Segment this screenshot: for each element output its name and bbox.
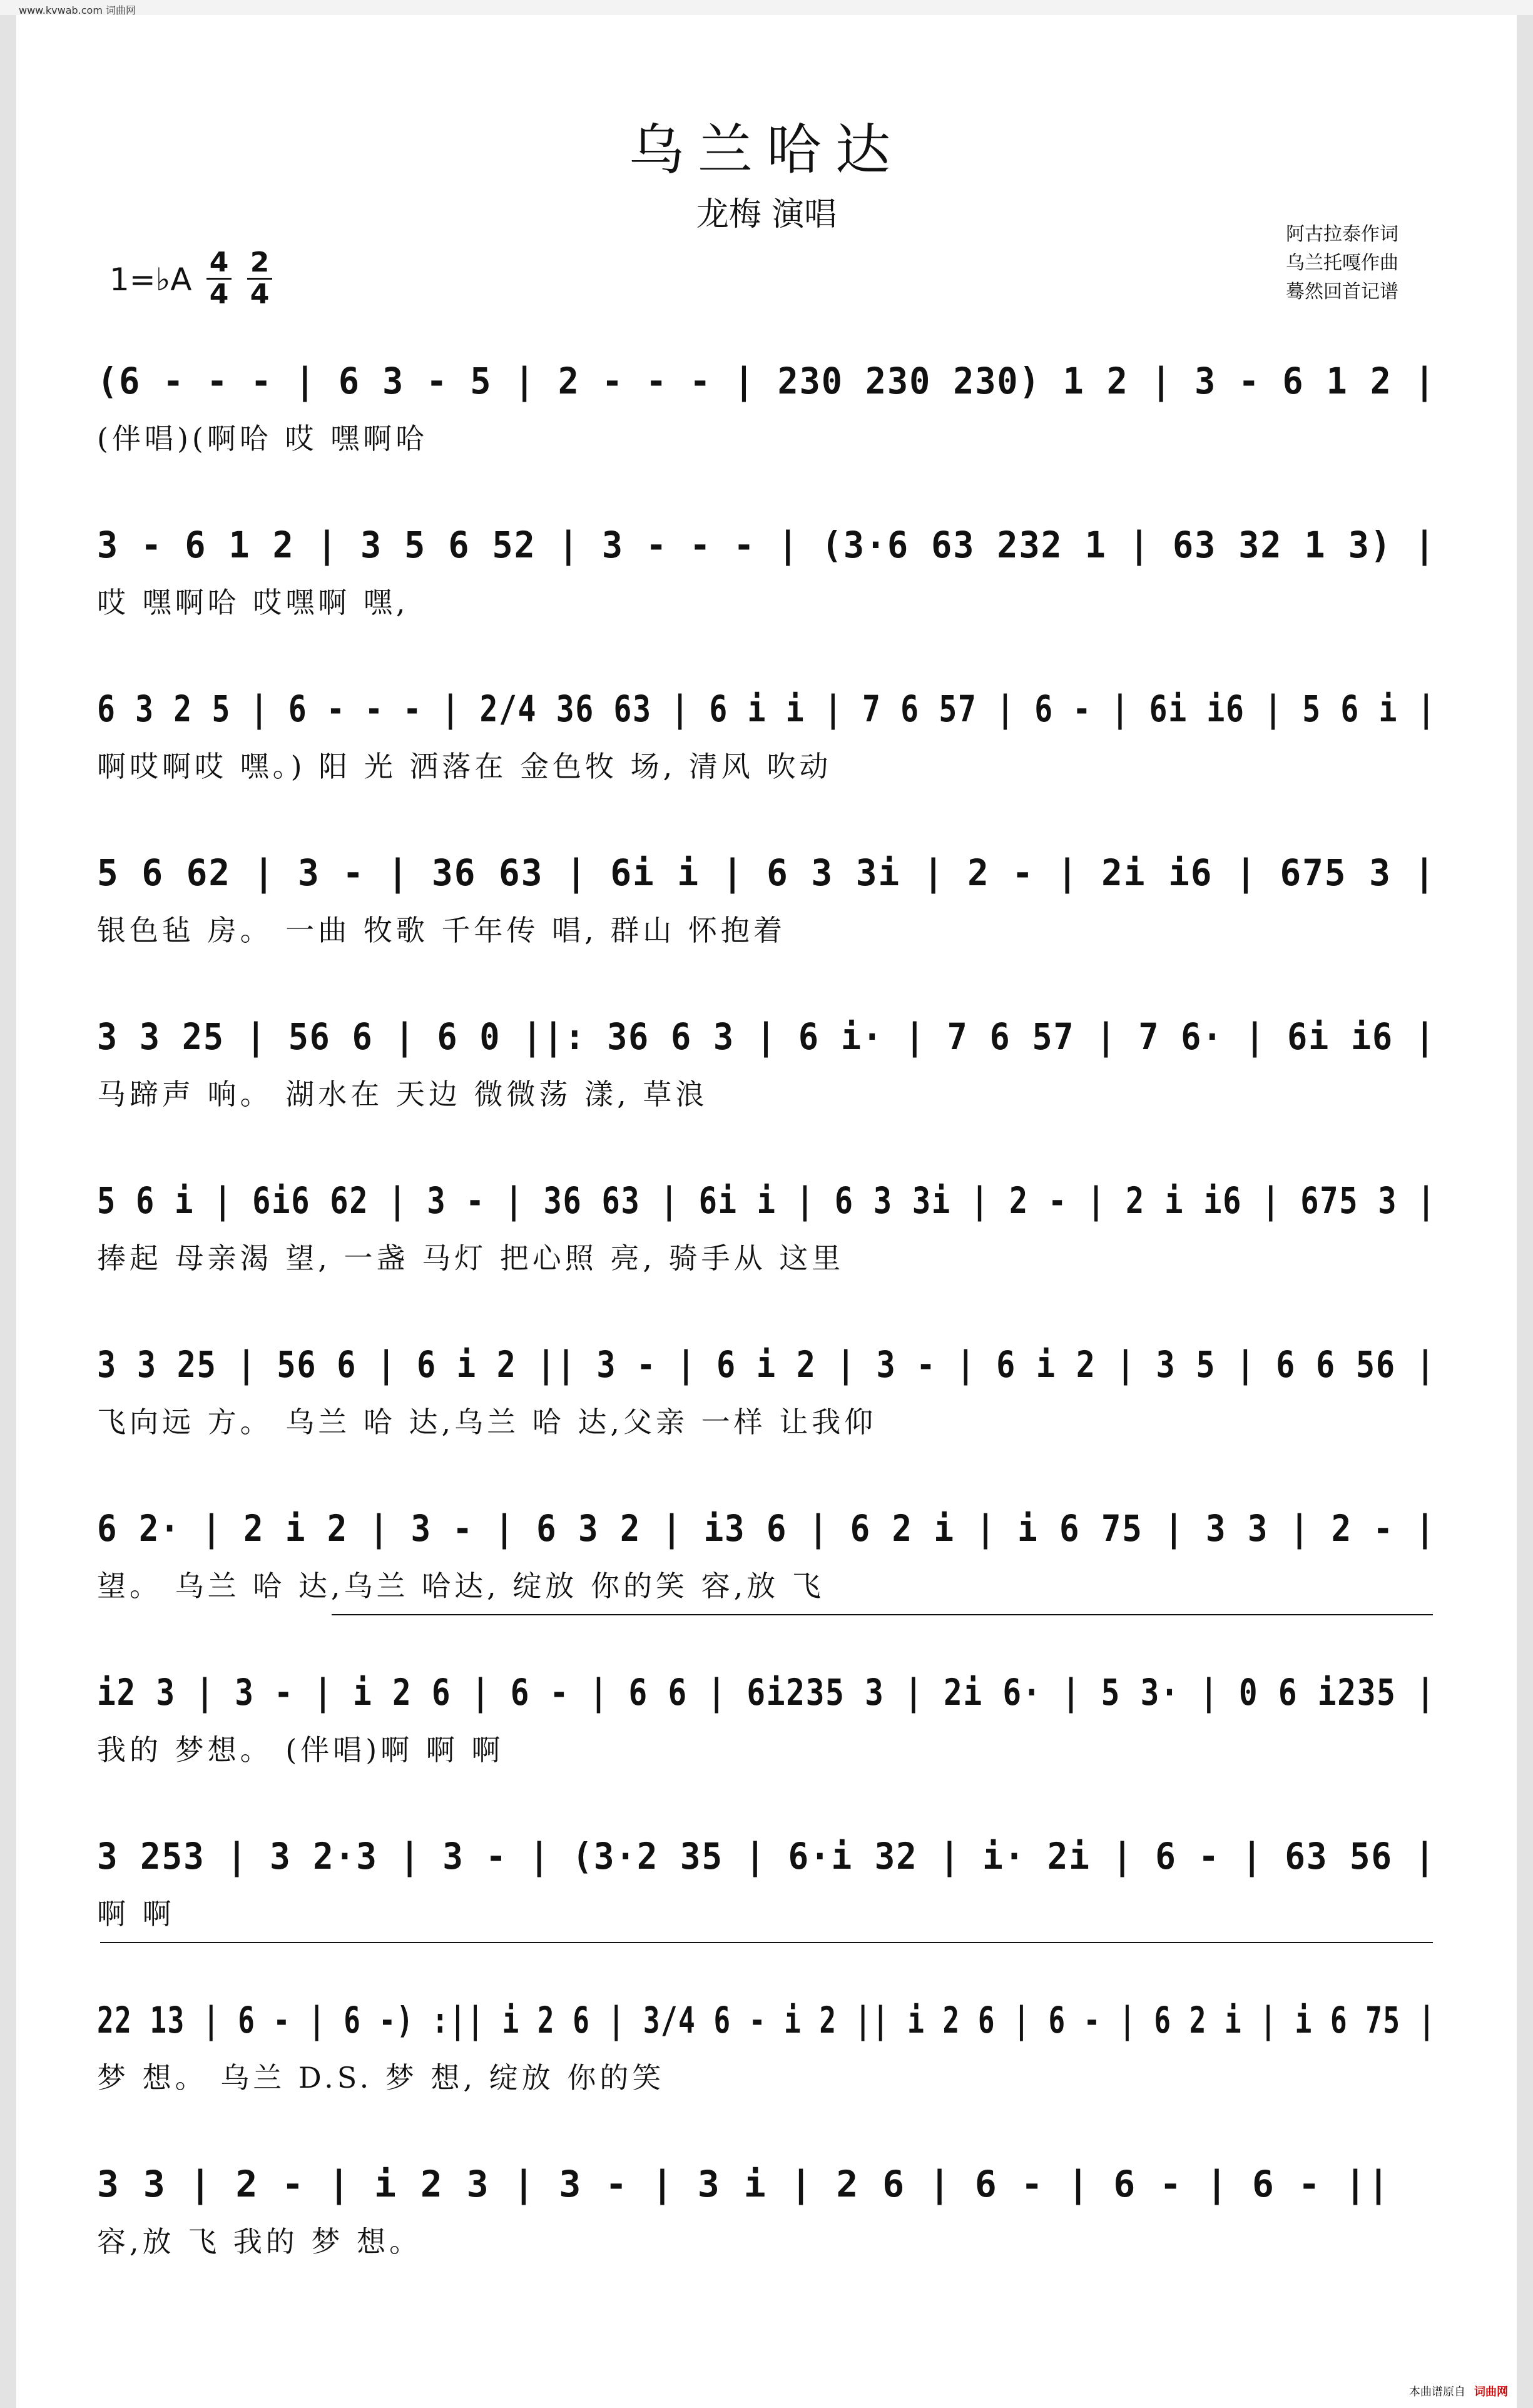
time-signature-2-4 [247,248,272,310]
lyrics-row: 捧起 母亲渴 望, 一盏 马灯 把心照 亮, 骑手从 这里 [97,1241,845,1275]
lyricist-credit: 阿古拉泰作词 [1286,223,1398,245]
lyrics-row: 飞向远 方。 乌兰 哈 达,乌兰 哈 达,父亲 一样 让我仰 [97,1405,877,1439]
notation-row: 3 253 | 3 2·3 | 3 - | (3·2 35 | 6·i 32 | i· 2i | 6 - | 63 56 | [97,1835,1436,1877]
lyrics-row: 我的 梦想。 (伴唱)啊 啊 啊 [97,1733,504,1767]
meter-numerator: 4 [209,246,229,278]
notation-row: i2 3 | 3 - | i 2 6 | 6 - | 6 6 | 6i235 3 | 2i 6· | 5 3· | 0 6 i235 | [97,1671,1436,1714]
notation-row: 6 3 2 5 | 6 - - - | 2/4 36 63 | 6 i i | 7 6 57 | 6 - | 6i i6 | 5 6 i | [97,688,1437,730]
notation-row: 5 6 i | 6i6 62 | 3 - | 36 63 | 6i i | 6 3 3i | 2 - | 2 i i6 | 675 3 | [97,1179,1437,1222]
lyrics-row: 银色毡 房。 一曲 牧歌 千年传 唱, 群山 怀抱着 [97,913,786,947]
notation-row: 6 2· | 2 i 2 | 3 - | 6 3 2 | i3 6 | 6 2 i | i 6 75 | 3 3 | 2 - | [97,1507,1436,1550]
lyrics-row: (伴唱)(啊哈 哎 嘿啊哈 [97,422,429,455]
notation-row: 3 3 | 2 - | i 2 3 | 3 - | 3 i | 2 6 | 6 - | 6 - | 6 - || [97,2163,1391,2205]
right-border [1517,0,1533,2408]
meter-denominator: 4 [206,278,232,310]
notation-row: 5 6 62 | 3 - | 36 63 | 6i i | 6 3 3i | 2 - | 2i i6 | 675 3 | [97,851,1437,894]
lyrics-row: 啊 啊 [97,1897,175,1931]
meter-numerator: 2 [250,246,270,278]
composer-credit: 乌兰托嘎作曲 [1286,252,1398,274]
notation-row: (6 - - - | 6 3 - 5 | 2 - - - | 230 230 230) 1 2 | 3 - 6 1 2 | [97,360,1437,402]
notation-row: 3 3 25 | 56 6 | 6 0 ||: 36 6 3 | 6 i· | 7 6 57 | 7 6· | 6i i6 | [97,1015,1436,1058]
notation-row: 3 - 6 1 2 | 3 5 6 52 | 3 - - - | (3·6 63 232 1 | 63 32 1 3) | [97,524,1437,566]
footer-text: 本曲谱原自 [1409,2385,1465,2399]
lyrics-row: 望。 乌兰 哈 达,乌兰 哈达, 绽放 你的笑 容,放 飞 [97,1569,825,1603]
footer-credit [1409,2383,1508,2399]
composer-credits [1286,220,1398,307]
lyrics-row: 哎 嘿啊哈 哎嘿啊 嘿, [97,586,409,619]
time-signature-4-4 [206,248,232,310]
site-watermark: www.kvwab.com 词曲网 [19,4,136,16]
notation-row: 22 13 | 6 - | 6 -) :|| i 2 6 | 3/4 6 - i 2 || i 2 6 | 6 - | 6 2 i | i 6 75 | [97,1999,1436,2041]
key-signature: 1=♭A [109,262,192,298]
lyrics-row: 容,放 飞 我的 梦 想。 [97,2225,422,2258]
left-border [0,0,16,2408]
singer-credit: 龙梅 演唱 [696,196,837,233]
transcriber-credit: 蓦然回首记谱 [1286,281,1398,303]
top-bar [0,0,1533,15]
footer-brand: 词曲网 [1474,2385,1508,2399]
lyrics-row: 梦 想。 乌兰 D.S. 梦 想, 绽放 你的笑 [97,2061,665,2095]
meter-denominator: 4 [247,278,272,310]
volta-bracket-line-2 [100,1942,1433,1943]
notation-row: 3 3 25 | 56 6 | 6 i 2 || 3 - | 6 i 2 | 3 - | 6 i 2 | 3 5 | 6 6 56 | [97,1343,1436,1386]
song-title: 乌兰哈达 [628,118,904,182]
volta-bracket-line [332,1614,1433,1615]
lyrics-row: 啊哎啊哎 嘿。) 阳 光 洒落在 金色牧 场, 清风 吹动 [97,749,832,783]
lyrics-row: 马蹄声 响。 湖水在 天边 微微荡 漾, 草浪 [97,1077,708,1111]
